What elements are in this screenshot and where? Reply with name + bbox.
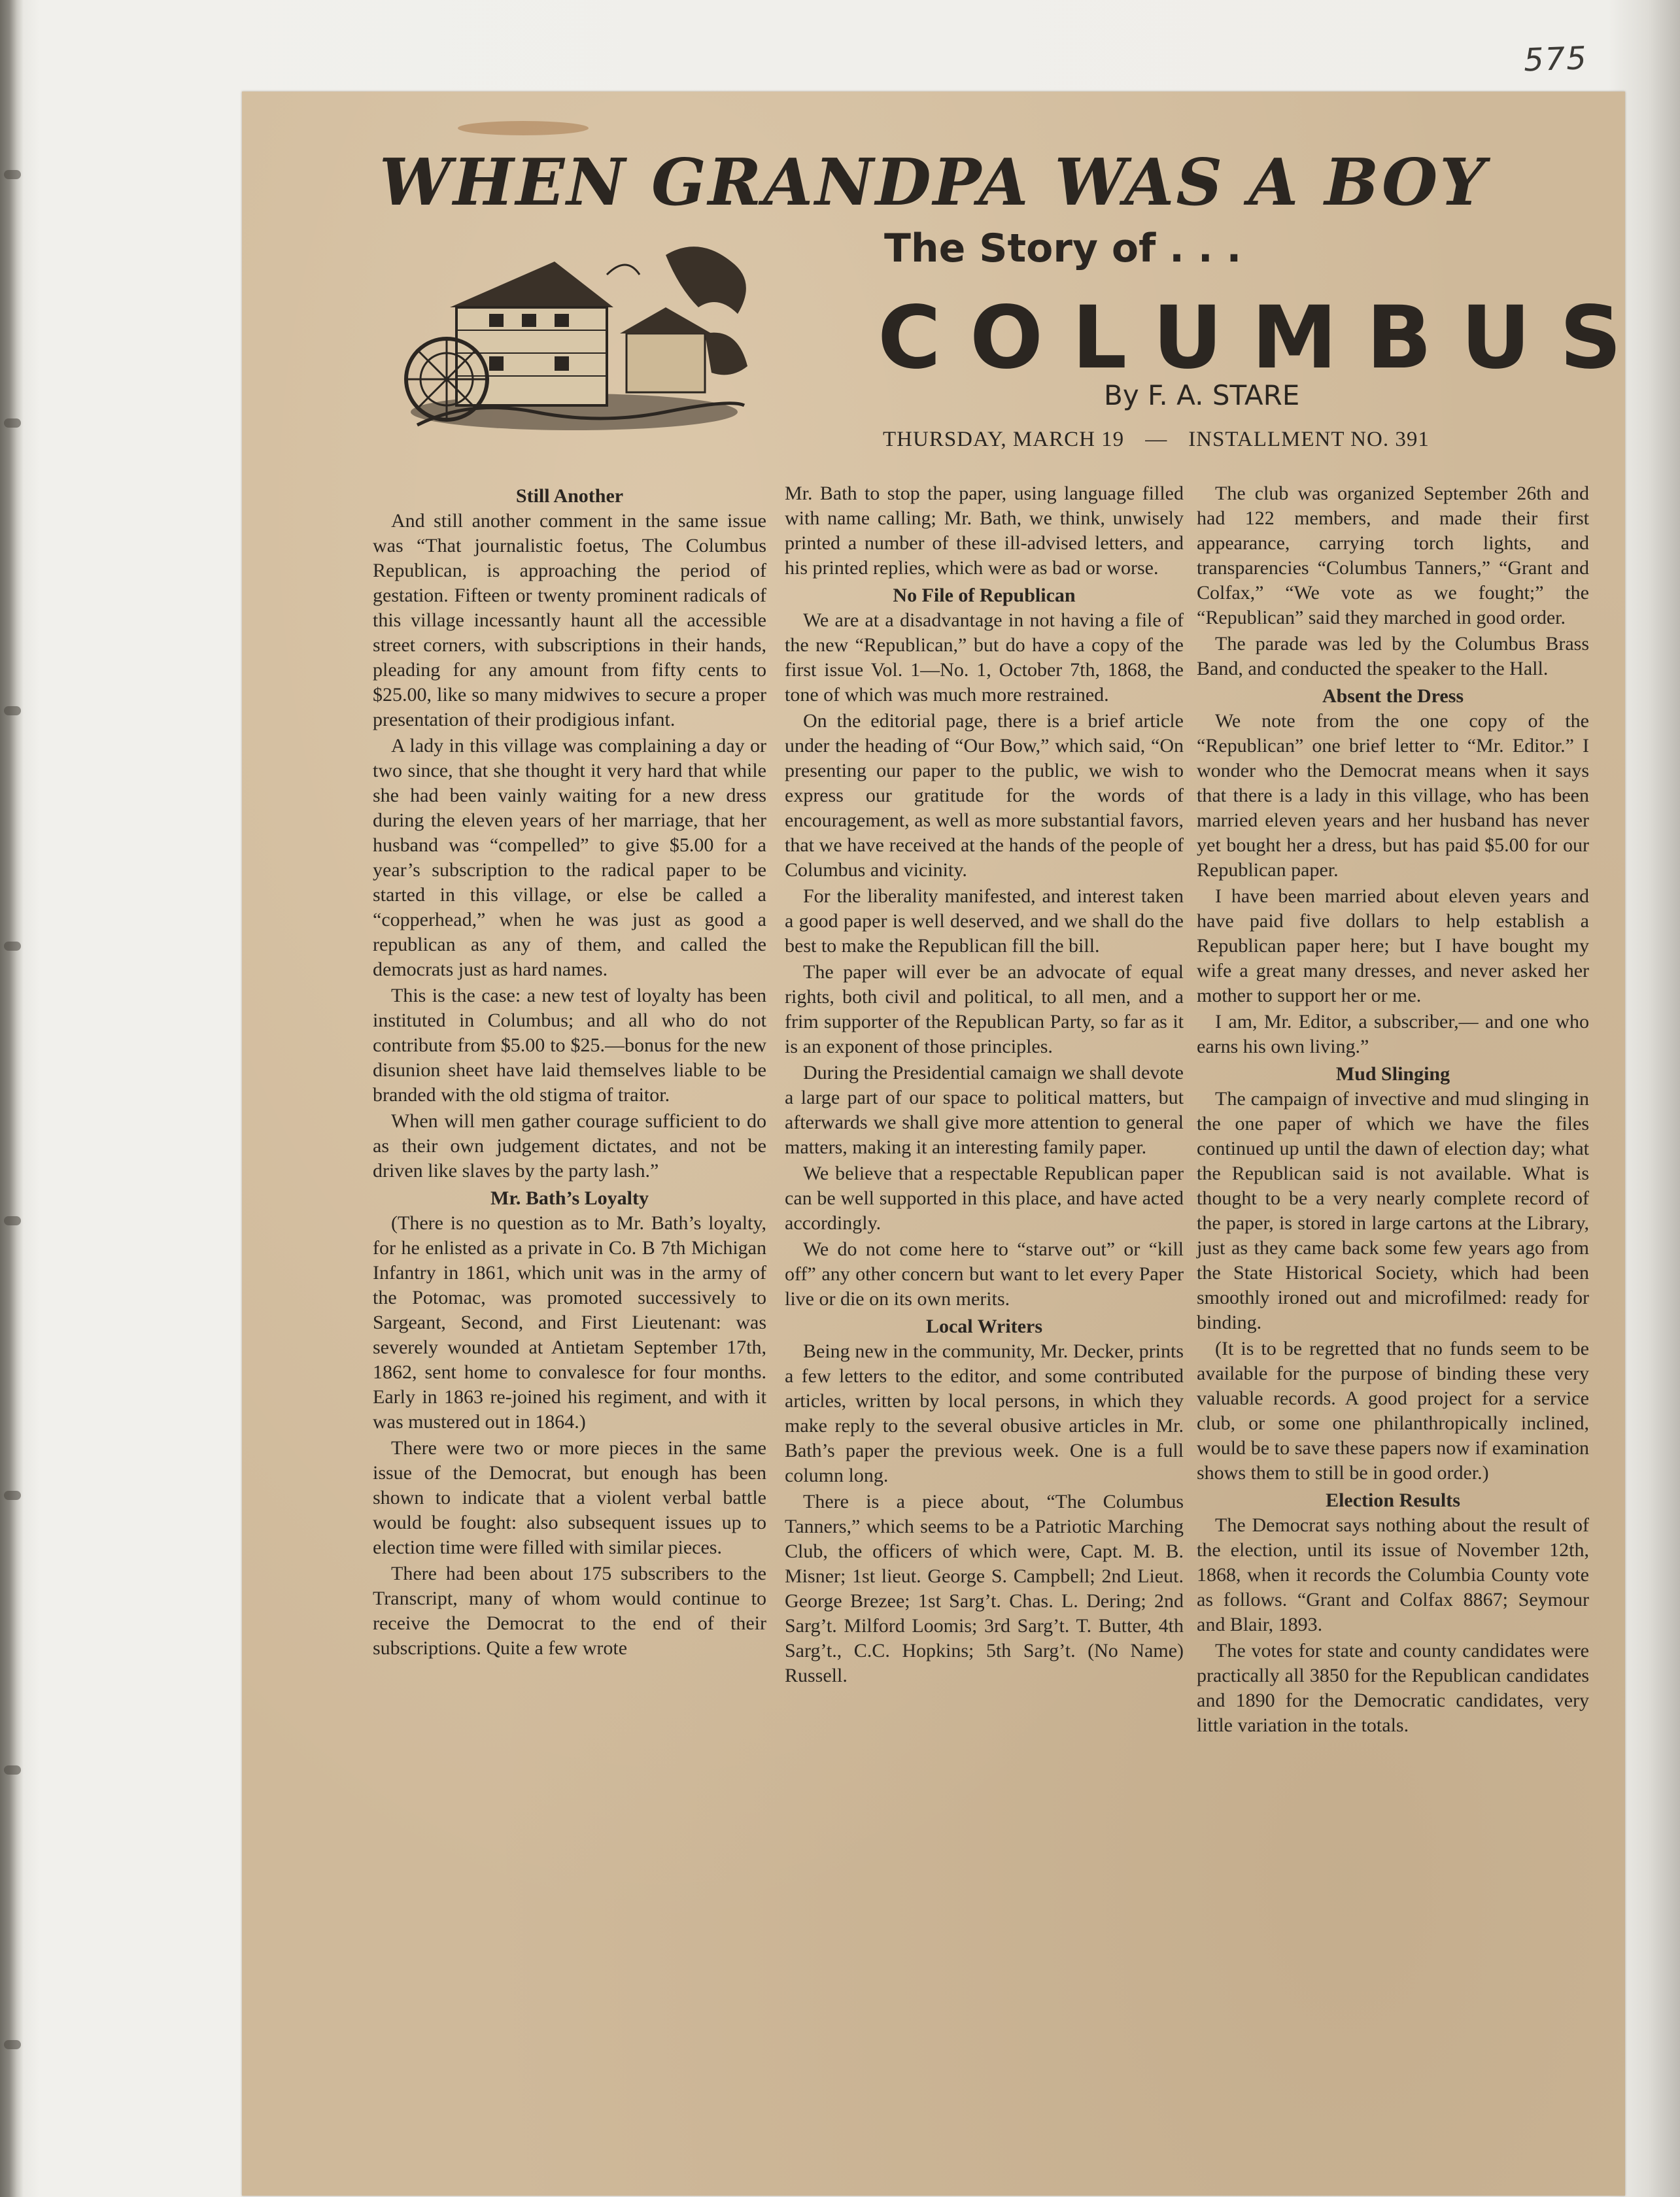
article-paragraph: We note from the one copy of the “Republican” one brief letter to “Mr. Editor.” I wonder who the Democrat means when it says that there is a lady in this village, who has been married eleven years and her husband has never yet bought her a dress, but has paid $5.00 for our Republican paper.: [1197, 710, 1589, 881]
binding-hole: [4, 1491, 21, 1500]
binding-hole: [4, 1216, 21, 1225]
binding-hole: [4, 706, 21, 715]
section-heading: Still Another: [515, 485, 624, 507]
story-subtitle: The Story of . . .: [884, 226, 1242, 271]
article-paragraph: The club was organized September 26th and had 122 members, and made their first appearance, carrying torch lights, and transparencies “Columbus Tanners,” “Grant and Colfax,” “We vote as we fought;” the “Republican” said they marched in good order.: [1197, 483, 1589, 628]
article-paragraph: I have been married about eleven years and have paid five dollars to help establish a Republican paper here; but I have bought my wife a great many dresses, and never asked her mother to support her or me.: [1197, 885, 1589, 1006]
article-paragraph: I am, Mr. Editor, a subscriber,— and one who earns his own living.”: [1197, 1011, 1589, 1057]
stain-mark: [458, 121, 589, 135]
article-paragraph: Being new in the community, Mr. Decker, prints a few letters to the editor, and some contributed articles, written by local persons, in which they make reply to the several obusive articles in Mr. Bath’s paper the previous week. One is a full column long.: [785, 1340, 1184, 1486]
article-paragraph: There had been about 175 subscribers to the Transcript, many of whom would continue to receive the Democrat to the end of their subscriptions. Quite a few wrote: [373, 1563, 766, 1659]
binding-hole: [4, 942, 21, 951]
article-paragraph: And still another comment in the same issue was “That journalistic foetus, The Columbus Republican, is approaching the period of gestation. Fifteen or twenty prominent radicals of this village incessantly haunt all the accessible street corners, with subscriptions in their hands, pleading for any amount from fifty cents to $25.00, like so many midwives to secure a proper presentation of their prodigious infant.: [373, 510, 766, 730]
article-paragraph: There were two or more pieces in the same issue of the Democrat, but enough has been shown to indicate that a violent verbal battle would be fought: also subsequent issues up to election time were filled with similar pieces.: [373, 1437, 766, 1558]
section-heading: Absent the Dress: [1322, 685, 1464, 707]
installment-number: INSTALLMENT NO. 391: [1188, 428, 1430, 451]
article-paragraph: This is the case: a new test of loyalty has been instituted in Columbus; and all who do not contribute from $5.00 to $25.—bonus for the new disunion sheet have laid themselves liable to be branded with the old stigma of traitor.: [373, 985, 766, 1106]
article-paragraph: (There is no question as to Mr. Bath’s loyalty, for he enlisted as a private in Co. B 7th Michigan Infantry in 1861, which unit was in the army of the Potomac, was promoted successively to Sargeant, Second, and First Lieutenant: was severely wounded at Antietam September 17th, 1862, sent home to convalesce for four months. Early in 1863 re-joined his regiment, and with it was mustered out in 1864.): [373, 1212, 766, 1433]
dateline: [883, 428, 1615, 452]
article-paragraph: When will men gather courage sufficient to do as their own judgement dictates, and not be driven like slaves by the party lash.”: [373, 1110, 766, 1182]
town-name-heading: COLUMBUS: [878, 288, 1651, 388]
section-heading: Local Writers: [925, 1316, 1043, 1337]
binding-hole: [4, 418, 21, 428]
article-paragraph: The votes for state and county candidates were practically all 3850 for the Republican candidates and 1890 for the Democratic candidates, very little variation in the totals.: [1197, 1640, 1589, 1736]
binding-hole: [4, 2040, 21, 2049]
binding-hole: [4, 1765, 21, 1775]
section-heading: Mr. Bath’s Loyalty: [490, 1187, 649, 1209]
article-paragraph: For the liberality manifested, and interest taken a good paper is well deserved, and we shall do the best to make the Republican fill the bill.: [785, 885, 1184, 957]
article-paragraph: The paper will ever be an advocate of equal rights, both civil and political, to all men, and a frim supporter of the Republican Party, so far as it is an exponent of those principles.: [785, 961, 1184, 1057]
mill-illustration-icon: [391, 216, 757, 438]
section-heading: Mud Slinging: [1335, 1063, 1450, 1085]
article-column-3: [1197, 481, 1589, 1739]
section-heading: No File of Republican: [893, 585, 1076, 606]
article-paragraph: We do not come here to “starve out” or “kill off” any other concern but want to let every Paper live or die on its own merits.: [785, 1238, 1184, 1310]
article-paragraph: The parade was led by the Columbus Brass Band, and conducted the speaker to the Hall.: [1197, 633, 1589, 679]
article-paragraph: The campaign of invective and mud slinging in the one paper of which we have the files continued up until the dawn of election day; what the Republican said is not available. What is thought to be a very nearly complete record of the paper, is stored in large cartons at the Library, just as they came back some few years ago from the State Historical Society, which had been smoothly ironed out and microfilmed: ready for binding.: [1197, 1088, 1589, 1333]
publication-date: THURSDAY, MARCH 19: [883, 428, 1125, 451]
article-paragraph: Mr. Bath to stop the paper, using language filled with name calling; Mr. Bath, we think, unwisely printed a number of these ill-advised letters, and his printed replies, which were as bad or worse.: [785, 483, 1184, 579]
article-paragraph: (It is to be regretted that no funds seem to be available for the purpose of binding these very valuable records. A good project for a service club, or some one philanthropically inclined, would be to save these papers now if examination shows them to still be in good order.): [1197, 1338, 1589, 1484]
article-column-2: [785, 481, 1184, 1690]
author-byline: By F. A. STARE: [1104, 379, 1300, 411]
article-paragraph: During the Presidential camaign we shall devote a large part of our space to political matters, but afterwards we shall give more attention to general matters, making it an interesting family paper.: [785, 1062, 1184, 1158]
binding-hole: [4, 170, 21, 179]
article-column-1: [373, 481, 766, 1662]
page-number: 575: [1523, 40, 1588, 79]
article-paragraph: A lady in this village was complaining a day or two since, that she thought it very hard that while she had been vainly waiting for a new dress during the eleven years of her marriage, that her husband was “compelled” to give $5.00 for a year’s subscription to the radical paper to be started in this village, or else be called a “copperhead,” when he was just as good a republican as any of them, and called the democrats just as hard names.: [373, 735, 766, 980]
article-paragraph: We are at a disadvantage in not having a file of the new “Republican,” but do have a copy of the first issue Vol. 1—No. 1, October 7th, 1868, the tone of which was much more restrained.: [785, 609, 1184, 706]
masthead-title: WHEN GRANDPA WAS A BOY: [379, 145, 1488, 220]
article-paragraph: On the editorial page, there is a brief article under the heading of “Our Bow,” which said, “On presenting our paper to the public, we wish to express our gratitude for the words of encouragement, as well as more substantial favors, that we have received at the hands of the people of Columbus and vicinity.: [785, 710, 1184, 881]
article-paragraph: We believe that a respectable Republican paper can be well supported in this place, and have acted accordingly.: [785, 1163, 1184, 1234]
dateline-separator: —: [1145, 428, 1168, 451]
article-paragraph: There is a piece about, “The Columbus Tanners,” which seems to be a Patriotic Marching Club, the officers of which were, Capt. M. B. Misner; 1st lieut. George S. Campbell; 2nd Lieut. George Brezee; 1st Sarg’t. Chas. L. Dering; 2nd Sarg’t. Milford Loomis; 3rd Sarg’t. T. Butter, 4th Sarg’t., C.C. Hopkins; 5th Sarg’t. (No Name) Russell.: [785, 1491, 1184, 1686]
article-paragraph: The Democrat says nothing about the result of the election, until its issue of November 12th, 1868, when it records the Columbia County vote as follows. “Grant and Colfax 8867; Seymour and Blair, 1893.: [1197, 1514, 1589, 1635]
newspaper-clipping: [242, 92, 1651, 2196]
section-heading: Election Results: [1326, 1490, 1460, 1511]
